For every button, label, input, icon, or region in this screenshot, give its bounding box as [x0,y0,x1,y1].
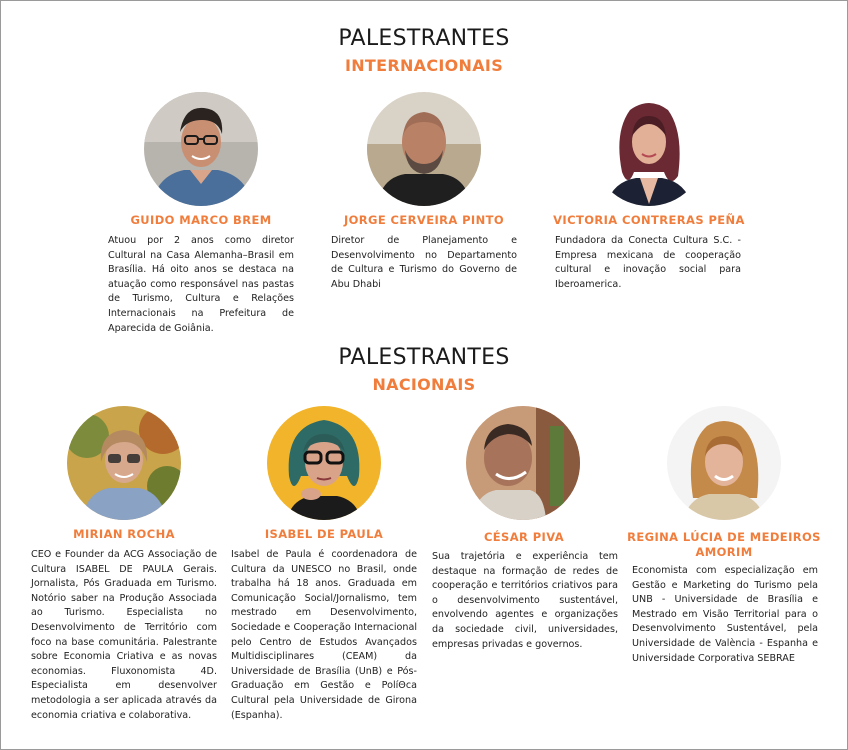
speaker-bio-jorge: Diretor de Planejamento e Desenvolvimento no Departamento de Cultura e Turismo do Governo de Abu Dhabi [331,235,517,290]
speaker-name-isabel: ISABEL DE PAULA [264,527,384,541]
speaker-name-victoria: VICTORIA CONTRERAS PEÑA [553,213,745,227]
speaker-bio-mirian: CEO e Founder da ACG Associação de Cultura ISABEL DE PAULA Gerais. Jornalista, Pós Graduada em Turismo. Notório saber na Produção Associada ao Turismo. Especialista no Desenvolvimento de Território com foco na base comunitária. Palestrante sobre Economia Criativa e as novas economias. Fluxonomista 4D. Especialista em desenvolver metodologia a ser aplicada através da economia criativa e colaborativa. [31,549,217,721]
speaker-name-mirian: MIRIAN ROCHA [73,527,175,541]
speaker-name-regina: REGINA LÚCIA DE MEDEIROS AMORIM [627,530,821,559]
speaker-photo-victoria [592,92,706,206]
speaker-photo-mirian [67,406,181,520]
speaker-name-jorge: JORGE CERVEIRA PINTO [343,213,505,227]
speaker-bio-guido: Atuou por 2 anos como diretor Cultural na Casa Alemanha–Brasil em Brasília. Há oito anos se destaca na atuação como responsável nas pastas de Turismo, Cultura e Relações Internacionais na Prefeitura de Aparecida de Goiânia. [108,235,294,334]
international-title: PALESTRANTES [338,26,510,51]
national-subtitle: NACIONAIS [372,375,476,394]
speaker-photo-cesar [466,406,580,520]
speaker-photo-isabel [267,406,381,520]
speaker-bio-regina: Economista com especialização em Gestão e Marketing do Turismo pela UNB - Universidade de Brasília e Mestrado em Visão Territorial para o Desenvolvimento Sustentável, pela Universidade de València - Espanha e Universidade Corporativa SEBRAE [632,565,818,664]
speaker-name-cesar: CÉSAR PIVA [483,530,565,544]
international-subtitle: INTERNACIONAIS [344,56,504,75]
speaker-photo-guido [144,92,258,206]
speaker-bio-isabel: Isabel de Paula é coordenadora de Cultura da UNESCO no Brasil, onde trabalha há 18 anos. Graduada em Comunicação Social/Jornalismo, tem mestrado em Desenvolvimento, Sociedade e Cooperação Internacional pelo Centro de Estudos Avançados Multidisciplinares (CEAM) da Universidade de Brasília (UnB) e Pós-Graduação em Gestão e PolíΘca Cultural pela Universidade de Girona (Espanha). [231,549,417,721]
national-title: PALESTRANTES [338,345,510,370]
speaker-bio-victoria: Fundadora da Conecta Cultura S.C. - Empresa mexicana de cooperação cultural e inovação social para Iberoamerica. [555,235,741,290]
speaker-name-guido: GUIDO MARCO BREM [130,213,272,227]
speaker-photo-jorge [367,92,481,206]
speaker-bio-cesar: Sua trajetória e experiência tem destaque na formação de redes de cooperação e territórios criativos para o desenvolvimento sustentável, envolvendo agentes e organizações da sociedade civil, universidades, empresas privadas e governos. [432,551,618,650]
speaker-photo-regina [667,406,781,520]
